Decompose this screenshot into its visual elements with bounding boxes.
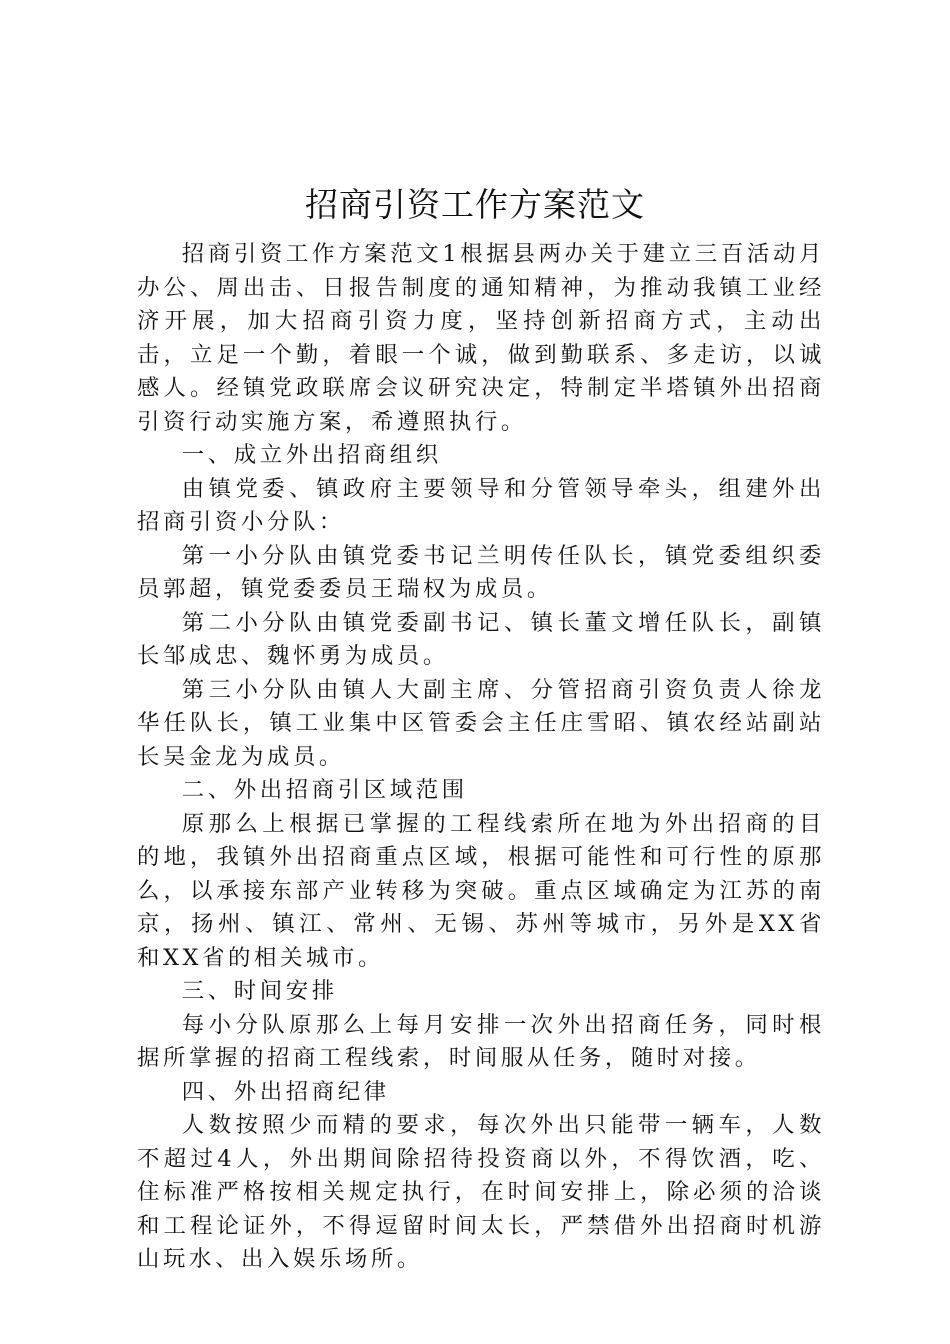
section-heading-4: 四、外出招商纪律 [181,1078,390,1105]
paragraph-intro: 招商引资工作方案范文1根据县两办关于建立三百活动月办公、周出击、日报告制度的通知精神，为推动我镇工业经济开展，加大招商引资力度，坚持创新招商方式，主动出击，立足一个勤，着眼一个诚，做到勤联系、多走访，以诚感人。经镇党政联席会议研究决定，特制定半塔镇外出招商引资行动实施方案，希遵照执行。 [137,241,825,435]
section-heading-1: 一、成立外出招商组织 [181,442,442,468]
paragraph: 每小分队原那么上每月安排一次外出招商任务，同时根据所掌握的招商工程线索，时间服从任务，随时对接。 [137,1011,825,1071]
document-title: 招商引资工作方案范文 [305,185,645,224]
section-heading-3: 三、时间安排 [181,978,338,1004]
section-heading-2: 二、外出招商引区域范围 [181,777,468,803]
paragraph: 第一小分队由镇党委书记兰明传任队长，镇党委组织委员郭超，镇党委委员王瑞权为成员。 [137,542,825,602]
paragraph: 人数按照少而精的要求，每次外出只能带一辆车，人数不超过4人，外出期间除招待投资商以外，不得饮酒，吃、住标准严格按相关规定执行，在时间安排上，除必须的洽谈和工程论证外，不得逗留时间太长，严禁借外出招商时机游山玩水、出入娱乐场所。 [137,1112,825,1272]
document-body [137,238,825,1277]
paragraph: 原那么上根据已掌握的工程线索所在地为外出招商的目的地，我镇外出招商重点区域，根据可能性和可行性的原那么，以承接东部产业转移为突破。重点区域确定为江苏的南京，扬州、镇江、常州、无锡、苏州等城市，另外是XX省和XX省的相关城市。 [137,810,825,971]
paragraph: 第二小分队由镇党委副书记、镇长董文增任队长，副镇长邹成忠、魏怀勇为成员。 [137,609,825,669]
paragraph: 第三小分队由镇人大副主席、分管招商引资负责人徐龙华任队长，镇工业集中区管委会主任庄雪昭、镇农经站副站长吴金龙为成员。 [137,676,825,770]
paragraph: 由镇党委、镇政府主要领导和分管领导牵头，组建外出招商引资小分队： [137,475,825,535]
